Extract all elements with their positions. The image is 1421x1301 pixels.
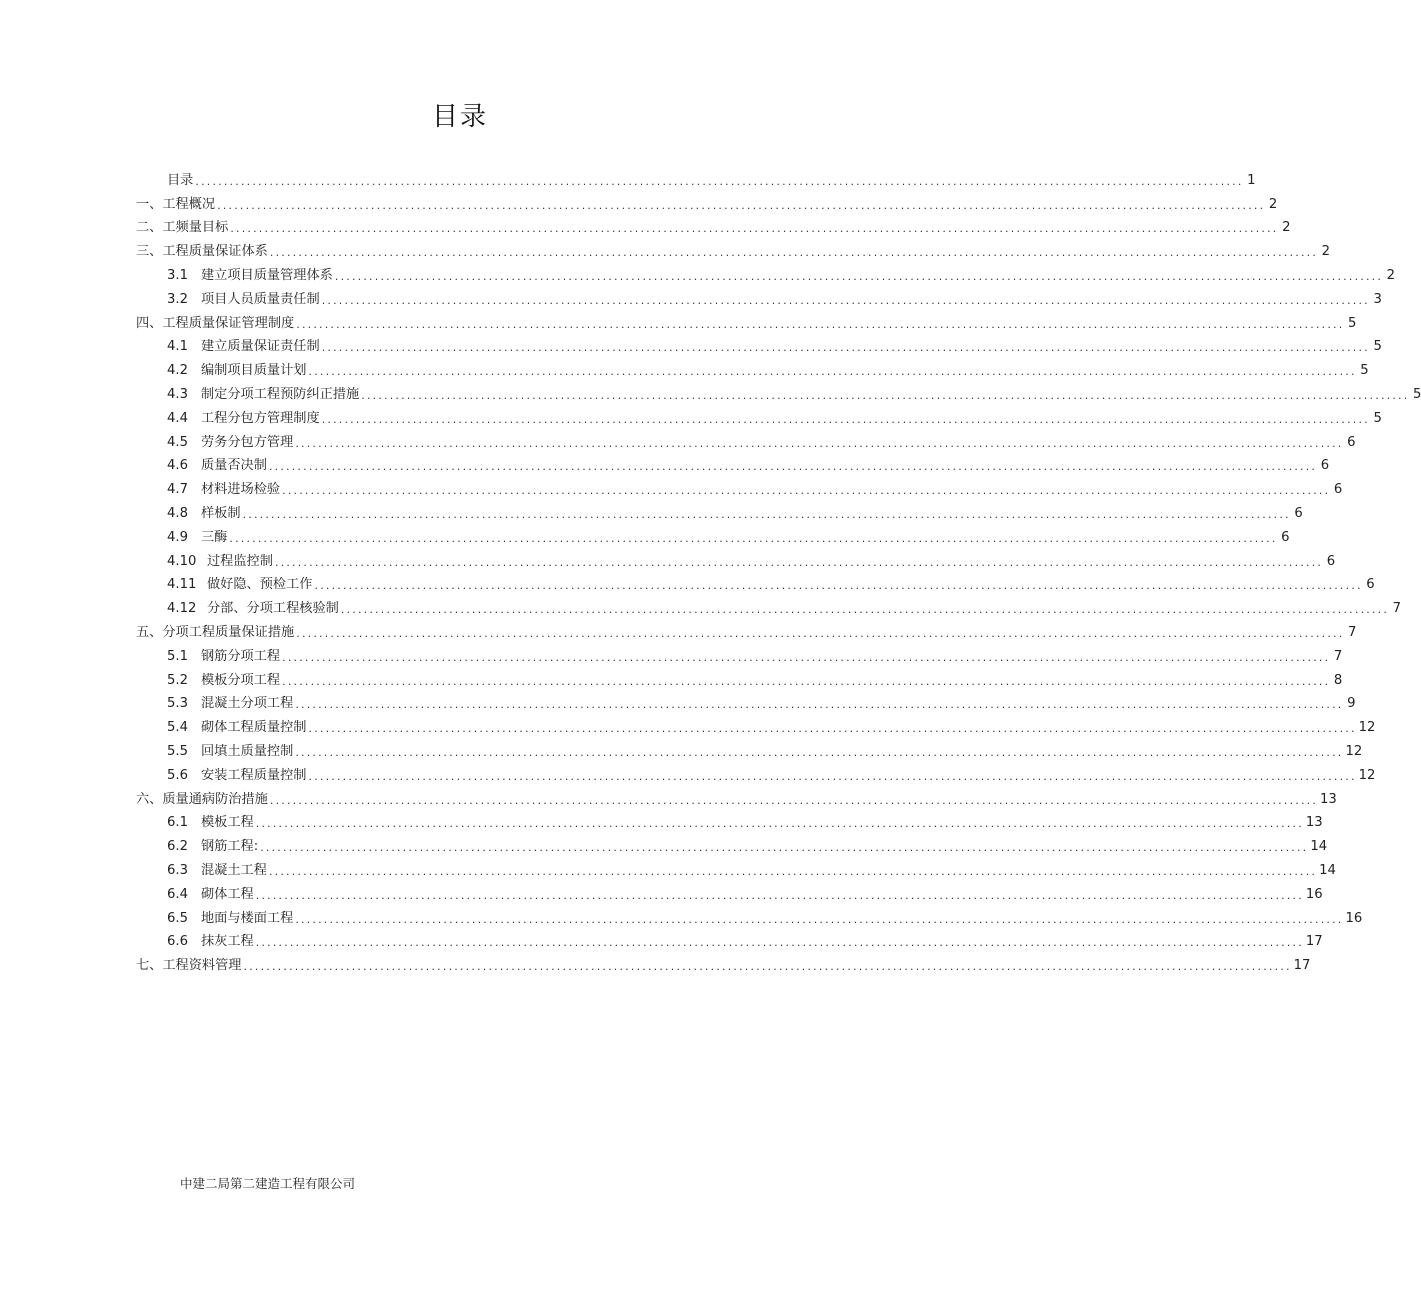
page-title: 目录 <box>431 102 488 132</box>
toc-dot-leader: ........................................................................................................................................................................................ <box>361 388 1410 402</box>
toc-dot-leader: ........................................................................................................................................................................................ <box>217 198 1266 212</box>
toc-dot-leader: ........................................................................................................................................................................................ <box>321 341 1370 355</box>
toc-entry-label: 回填土质量控制 <box>201 743 294 759</box>
toc-entry-label: 混凝土工程 <box>201 862 267 878</box>
toc-entry-label: 目录 <box>167 172 194 188</box>
toc-dot-leader: ........................................................................................................................................................................................ <box>268 460 1318 474</box>
toc-entry[interactable] <box>167 451 1330 475</box>
toc-dot-leader: ........................................................................................................................................................................................ <box>255 888 1304 902</box>
toc-dot-leader: ........................................................................................................................................................................................ <box>255 817 1304 831</box>
toc-entry-page-number: 17 <box>1305 934 1323 950</box>
toc-entry-number: 4.1 <box>167 339 188 355</box>
toc-dot-leader: ........................................................................................................................................................................................ <box>295 912 1344 926</box>
toc-entry-page-number: 7 <box>1392 601 1402 617</box>
toc-dot-leader: ........................................................................................................................................................................................ <box>229 531 1278 545</box>
toc-entry-number: 3.2 <box>167 291 188 307</box>
toc-entry-number: 6.3 <box>167 862 188 878</box>
toc-dot-leader: ........................................................................................................................................................................................ <box>321 293 1370 307</box>
toc-entry-page-number: 6 <box>1333 482 1343 498</box>
toc-entry-page-number: 6 <box>1347 434 1356 450</box>
toc-dot-leader: ........................................................................................................................................................................................ <box>340 603 1390 617</box>
toc-entry[interactable] <box>167 641 1343 665</box>
toc-entry-number: 4.10 <box>167 553 197 569</box>
toc-entry-label: 地面与楼面工程 <box>201 910 294 926</box>
toc-dot-leader: ........................................................................................................................................................................................ <box>282 650 1331 664</box>
toc-entry-page-number: 16 <box>1345 910 1363 926</box>
toc-dot-leader: ........................................................................................................................................................................................ <box>274 555 1324 569</box>
toc-entry-page-number: 5 <box>1413 386 1421 402</box>
toc-entry[interactable] <box>167 927 1323 951</box>
toc-entry-label: 样板制 <box>201 505 241 521</box>
toc-entry-label: 钢筋分项工程 <box>201 648 281 664</box>
toc-entry-number: 5.3 <box>167 696 188 712</box>
toc-dot-leader: ........................................................................................................................................................................................ <box>321 412 1370 426</box>
toc-entry-page-number: 3 <box>1373 291 1382 307</box>
toc-entry-label: 做好隐、预检工作 <box>207 577 313 593</box>
toc-entry[interactable] <box>167 665 1343 689</box>
toc-entry[interactable] <box>167 355 1369 379</box>
toc-entry-label: 劳务分包方管理 <box>201 434 294 450</box>
toc-entry-label: 分部、分项工程核验制 <box>207 601 339 617</box>
toc-entry[interactable] <box>167 808 1323 832</box>
toc-entry-number: 6.6 <box>167 934 188 950</box>
toc-entry-page-number: 2 <box>1282 220 1291 236</box>
toc-entry-label: 砌体工程 <box>201 886 254 902</box>
toc-entry[interactable] <box>167 474 1343 498</box>
toc-dot-leader: ........................................................................................................................................................................................ <box>269 793 1319 807</box>
toc-entry[interactable] <box>167 712 1376 736</box>
toc-entry-page-number: 7 <box>1333 648 1343 664</box>
toc-entry[interactable] <box>167 593 1402 617</box>
toc-entry-page-number: 6 <box>1320 458 1330 474</box>
toc-entry-label: 建立项目质量管理体系 <box>201 267 333 283</box>
toc-dot-leader: ........................................................................................................................................................................................ <box>260 841 1309 855</box>
toc-entry-page-number: 8 <box>1333 672 1343 688</box>
toc-entry-number: 3.1 <box>167 267 188 283</box>
toc-entry[interactable] <box>167 403 1382 427</box>
toc-entry[interactable] <box>167 570 1375 594</box>
toc-entry[interactable] <box>167 879 1323 903</box>
toc-entry[interactable] <box>167 284 1382 308</box>
toc-entry-page-number: 12 <box>1358 720 1376 736</box>
toc-entry[interactable] <box>167 736 1363 760</box>
toc-entry-page-number: 16 <box>1305 886 1323 902</box>
toc-entry-number: 6.1 <box>167 815 188 831</box>
toc-entry-page-number: 2 <box>1321 244 1331 260</box>
toc-entry[interactable] <box>167 427 1356 451</box>
toc-dot-leader: ........................................................................................................................................................................................ <box>314 579 1363 593</box>
toc-entry-number: 5.2 <box>167 672 188 688</box>
toc-entry-page-number: 6 <box>1326 553 1336 569</box>
toc-entry-number: 4.12 <box>167 601 197 617</box>
toc-entry-label: 三、工程质量保证体系 <box>136 244 268 260</box>
toc-entry[interactable] <box>167 689 1356 713</box>
toc-entry-number: 5.4 <box>167 720 188 736</box>
toc-entry-label: 编制项目质量计划 <box>201 363 307 379</box>
toc-entry-page-number: 12 <box>1345 743 1363 759</box>
toc-entry-number: 4.11 <box>167 577 197 593</box>
toc-dot-leader: ........................................................................................................................................................................................ <box>268 864 1318 878</box>
toc-entry[interactable] <box>167 855 1336 879</box>
toc-entry-label: 材料进场检验 <box>201 482 281 498</box>
toc-entry-page-number: 2 <box>1268 196 1278 212</box>
toc-entry-number: 6.2 <box>167 839 188 855</box>
toc-entry-label: 七、工程资料管理 <box>136 958 242 974</box>
toc-entry-number: 4.9 <box>167 529 188 545</box>
toc-entry[interactable] <box>167 522 1290 546</box>
toc-entry-page-number: 5 <box>1360 363 1369 379</box>
toc-dot-leader: ........................................................................................................................................................................................ <box>282 484 1331 498</box>
toc-dot-leader: ........................................................................................................................................................................................ <box>269 246 1319 260</box>
toc-entry-page-number: 5 <box>1348 315 1357 331</box>
toc-entry-page-number: 13 <box>1305 815 1323 831</box>
toc-entry-page-number: 12 <box>1358 767 1376 783</box>
toc-entry-label: 项目人员质量责任制 <box>201 291 320 307</box>
toc-dot-leader: ........................................................................................................................................................................................ <box>255 936 1304 950</box>
toc-entry-number: 5.1 <box>167 648 188 664</box>
toc-dot-leader: ........................................................................................................................................................................................ <box>308 722 1357 736</box>
toc-entry-label: 制定分项工程预防纠正措施 <box>201 386 360 402</box>
toc-entry-label: 工程分包方管理制度 <box>201 410 320 426</box>
toc-entry-label: 混凝土分项工程 <box>201 696 294 712</box>
toc-dot-leader: ........................................................................................................................................................................................ <box>295 436 1344 450</box>
toc-dot-leader: ........................................................................................................................................................................................ <box>242 507 1291 521</box>
toc-dot-leader: ........................................................................................................................................................................................ <box>308 769 1357 783</box>
toc-entry[interactable] <box>167 379 1421 403</box>
toc-entry-number: 6.4 <box>167 886 188 902</box>
toc-dot-leader: ........................................................................................................................................................................................ <box>296 317 1345 331</box>
toc-entry[interactable] <box>136 213 1291 237</box>
toc-entry-label: 五、分项工程质量保证措施 <box>136 624 295 640</box>
toc-entry-number: 5.5 <box>167 743 188 759</box>
toc-entry-label: 模板分项工程 <box>201 672 281 688</box>
toc-entry-page-number: 14 <box>1310 839 1328 855</box>
toc-entry[interactable] <box>167 546 1336 570</box>
toc-entry-page-number: 13 <box>1320 791 1337 807</box>
toc-entry[interactable] <box>136 950 1311 974</box>
toc-entry-page-number: 17 <box>1293 958 1311 974</box>
toc-dot-leader: ........................................................................................................................................................................................ <box>295 745 1344 759</box>
toc-entry-number: 4.8 <box>167 505 188 521</box>
toc-entry-page-number: 6 <box>1366 577 1375 593</box>
toc-entry-page-number: 6 <box>1294 505 1303 521</box>
toc-entry-number: 4.7 <box>167 482 188 498</box>
toc-entry-label: 钢筋工程: <box>201 839 259 855</box>
toc-entry-page-number: 14 <box>1319 862 1336 878</box>
toc-dot-leader: ........................................................................................................................................................................................ <box>296 626 1345 640</box>
toc-entry[interactable] <box>136 236 1331 260</box>
toc-entry-page-number: 2 <box>1386 267 1396 283</box>
toc-entry-number: 4.6 <box>167 458 188 474</box>
toc-dot-leader: ........................................................................................................................................................................................ <box>308 365 1357 379</box>
toc-dot-leader: ........................................................................................................................................................................................ <box>195 174 1244 188</box>
toc-entry-label: 建立质量保证责任制 <box>201 339 320 355</box>
toc-entry-page-number: 7 <box>1348 624 1357 640</box>
toc-entry-number: 4.5 <box>167 434 188 450</box>
toc-dot-leader: ........................................................................................................................................................................................ <box>230 222 1279 236</box>
toc-entry-page-number: 6 <box>1281 529 1290 545</box>
toc-entry[interactable] <box>167 332 1382 356</box>
toc-entry-number: 4.3 <box>167 386 188 402</box>
toc-entry-label: 质量否决制 <box>201 458 267 474</box>
toc-entry-label: 六、质量通病防治措施 <box>136 791 268 807</box>
toc-entry-label: 一、工程概况 <box>136 196 216 212</box>
toc-entry-label: 砌体工程质量控制 <box>201 720 307 736</box>
toc-entry-label: 模板工程 <box>201 815 254 831</box>
toc-entry-number: 6.5 <box>167 910 188 926</box>
toc-entry-number: 5.6 <box>167 767 188 783</box>
toc-entry[interactable] <box>136 617 1357 641</box>
toc-entry-number: 4.4 <box>167 410 188 426</box>
toc-entry-page-number: 1 <box>1247 172 1256 188</box>
toc-entry-label: 三酶 <box>201 529 228 545</box>
toc-entry[interactable] <box>136 308 1357 332</box>
toc-dot-leader: ........................................................................................................................................................................................ <box>295 698 1344 712</box>
toc-entry-label: 抹灰工程 <box>201 934 254 950</box>
toc-dot-leader: ........................................................................................................................................................................................ <box>243 960 1292 974</box>
toc-entry[interactable] <box>136 189 1278 213</box>
toc-entry[interactable] <box>167 760 1376 784</box>
toc-entry[interactable] <box>136 784 1337 808</box>
toc-entry-label: 安装工程质量控制 <box>201 767 307 783</box>
toc-entry[interactable] <box>167 260 1396 284</box>
toc-dot-leader: ........................................................................................................................................................................................ <box>334 269 1384 283</box>
toc-entry[interactable] <box>167 165 1256 189</box>
company-footer: 中建二局第二建造工程有限公司 <box>180 1176 356 1191</box>
toc-entry-page-number: 9 <box>1347 696 1356 712</box>
toc-entry-page-number: 5 <box>1373 410 1382 426</box>
toc-entry[interactable] <box>167 498 1303 522</box>
toc-entry[interactable] <box>167 903 1363 927</box>
toc-entry-number: 4.2 <box>167 363 188 379</box>
toc-dot-leader: ........................................................................................................................................................................................ <box>282 674 1331 688</box>
toc-entry-page-number: 5 <box>1373 339 1382 355</box>
toc-entry-label: 四、工程质量保证管理制度 <box>136 315 295 331</box>
toc-entry-label: 过程监控制 <box>207 553 273 569</box>
toc-entry[interactable] <box>167 831 1328 855</box>
toc-entry-label: 二、工频量目标 <box>136 220 229 236</box>
